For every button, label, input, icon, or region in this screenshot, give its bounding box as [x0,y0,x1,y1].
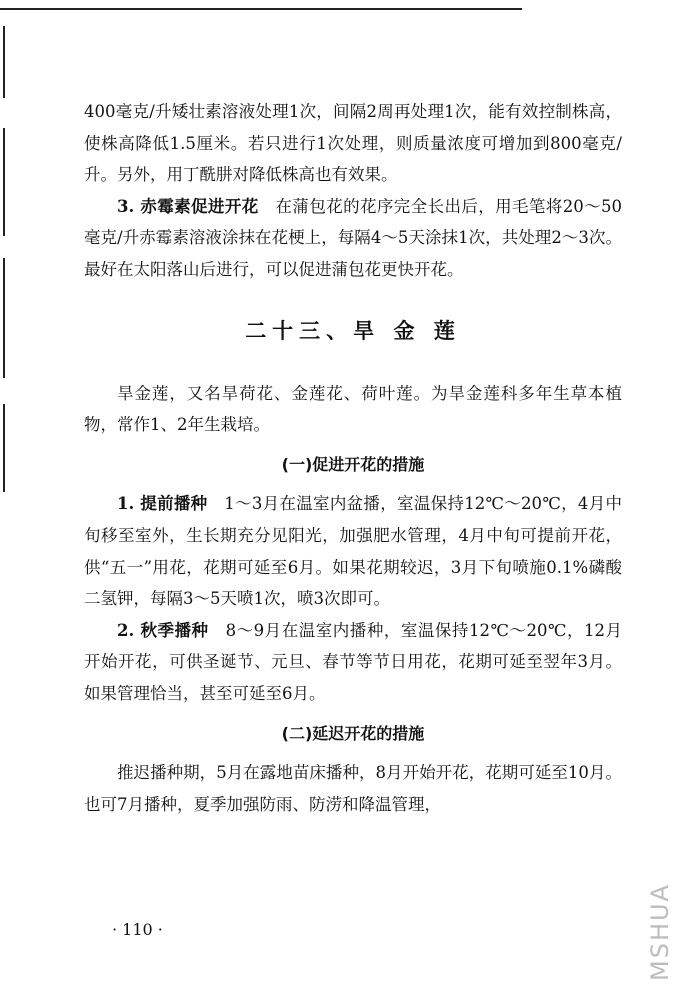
section-heading: 二十三、旱 金 莲 [245,318,461,343]
left-binding-mark [3,258,5,378]
item-label-gibberellin: 3. 赤霉素促进开花 [117,196,259,216]
top-rule [0,8,522,10]
left-binding-mark [3,128,5,236]
paragraph-autumn-sowing [84,615,622,710]
item-text-early-sowing: 1～3月在温室内盆播，室温保持12℃～20℃，4月中旬移至室外，生长期充分见阳光，加强肥水管理，4月中旬可提前开花，供“五一”用花，花期可延至6月。如果花期较迟，3月下旬喷施0.1%磷酸二氢钾，每隔3～5天喷1次，喷3次即可。 [84,494,622,609]
paragraph-intro: 旱金莲，又名旱荷花、金莲花、荷叶莲。为旱金莲科多年生草本植物，常作1、2年生栽培。 [84,383,622,435]
left-binding-mark [3,404,5,492]
left-binding-mark [3,26,5,98]
paragraph-gibberellin [84,191,622,286]
paragraph-early-sowing [84,488,622,614]
page-number: · 110 · [112,920,163,939]
subheading-promote-flowering: (一)促进开花的措施 [281,454,425,474]
item-text-gibberellin: 在蒲包花的花序完全长出后，用毛笔将20～50毫克/升赤霉素溶液涂抹在花梗上，每隔4～5天涂抹1次，共处理2～3次。最好在太阳落山后进行，可以促进蒲包花更快开花。 [84,196,622,279]
page-body [84,96,622,820]
paragraph-delay: 推迟播种期，5月在露地苗床播种，8月开始开花，花期可延至10月。也可7月播种，夏季加强防雨、防涝和降温管理， [84,763,622,814]
paragraph-continued: 400毫克/升矮壮素溶液处理1次，间隔2周再处理1次，能有效控制株高，使株高降低1.5厘米。若只进行1次处理，则质量浓度可增加到800毫克/升。另外，用丁酰肼对降低株高也有效果。 [84,102,622,185]
item-text-autumn-sowing: 8～9月在温室内播种，室温保持12℃～20℃，12月开始开花，可供圣诞节、元旦、春节等节日用花，花期可延至翌年3月。如果管理恰当，甚至可延至6月。 [84,620,623,703]
watermark [640,872,680,992]
watermark-text: MSHUA [646,883,674,981]
item-label-early-sowing: 1. 提前播种 [117,494,208,514]
subheading-delay-flowering: (二)延迟开花的措施 [281,723,425,743]
item-label-autumn-sowing: 2. 秋季播种 [117,620,209,640]
